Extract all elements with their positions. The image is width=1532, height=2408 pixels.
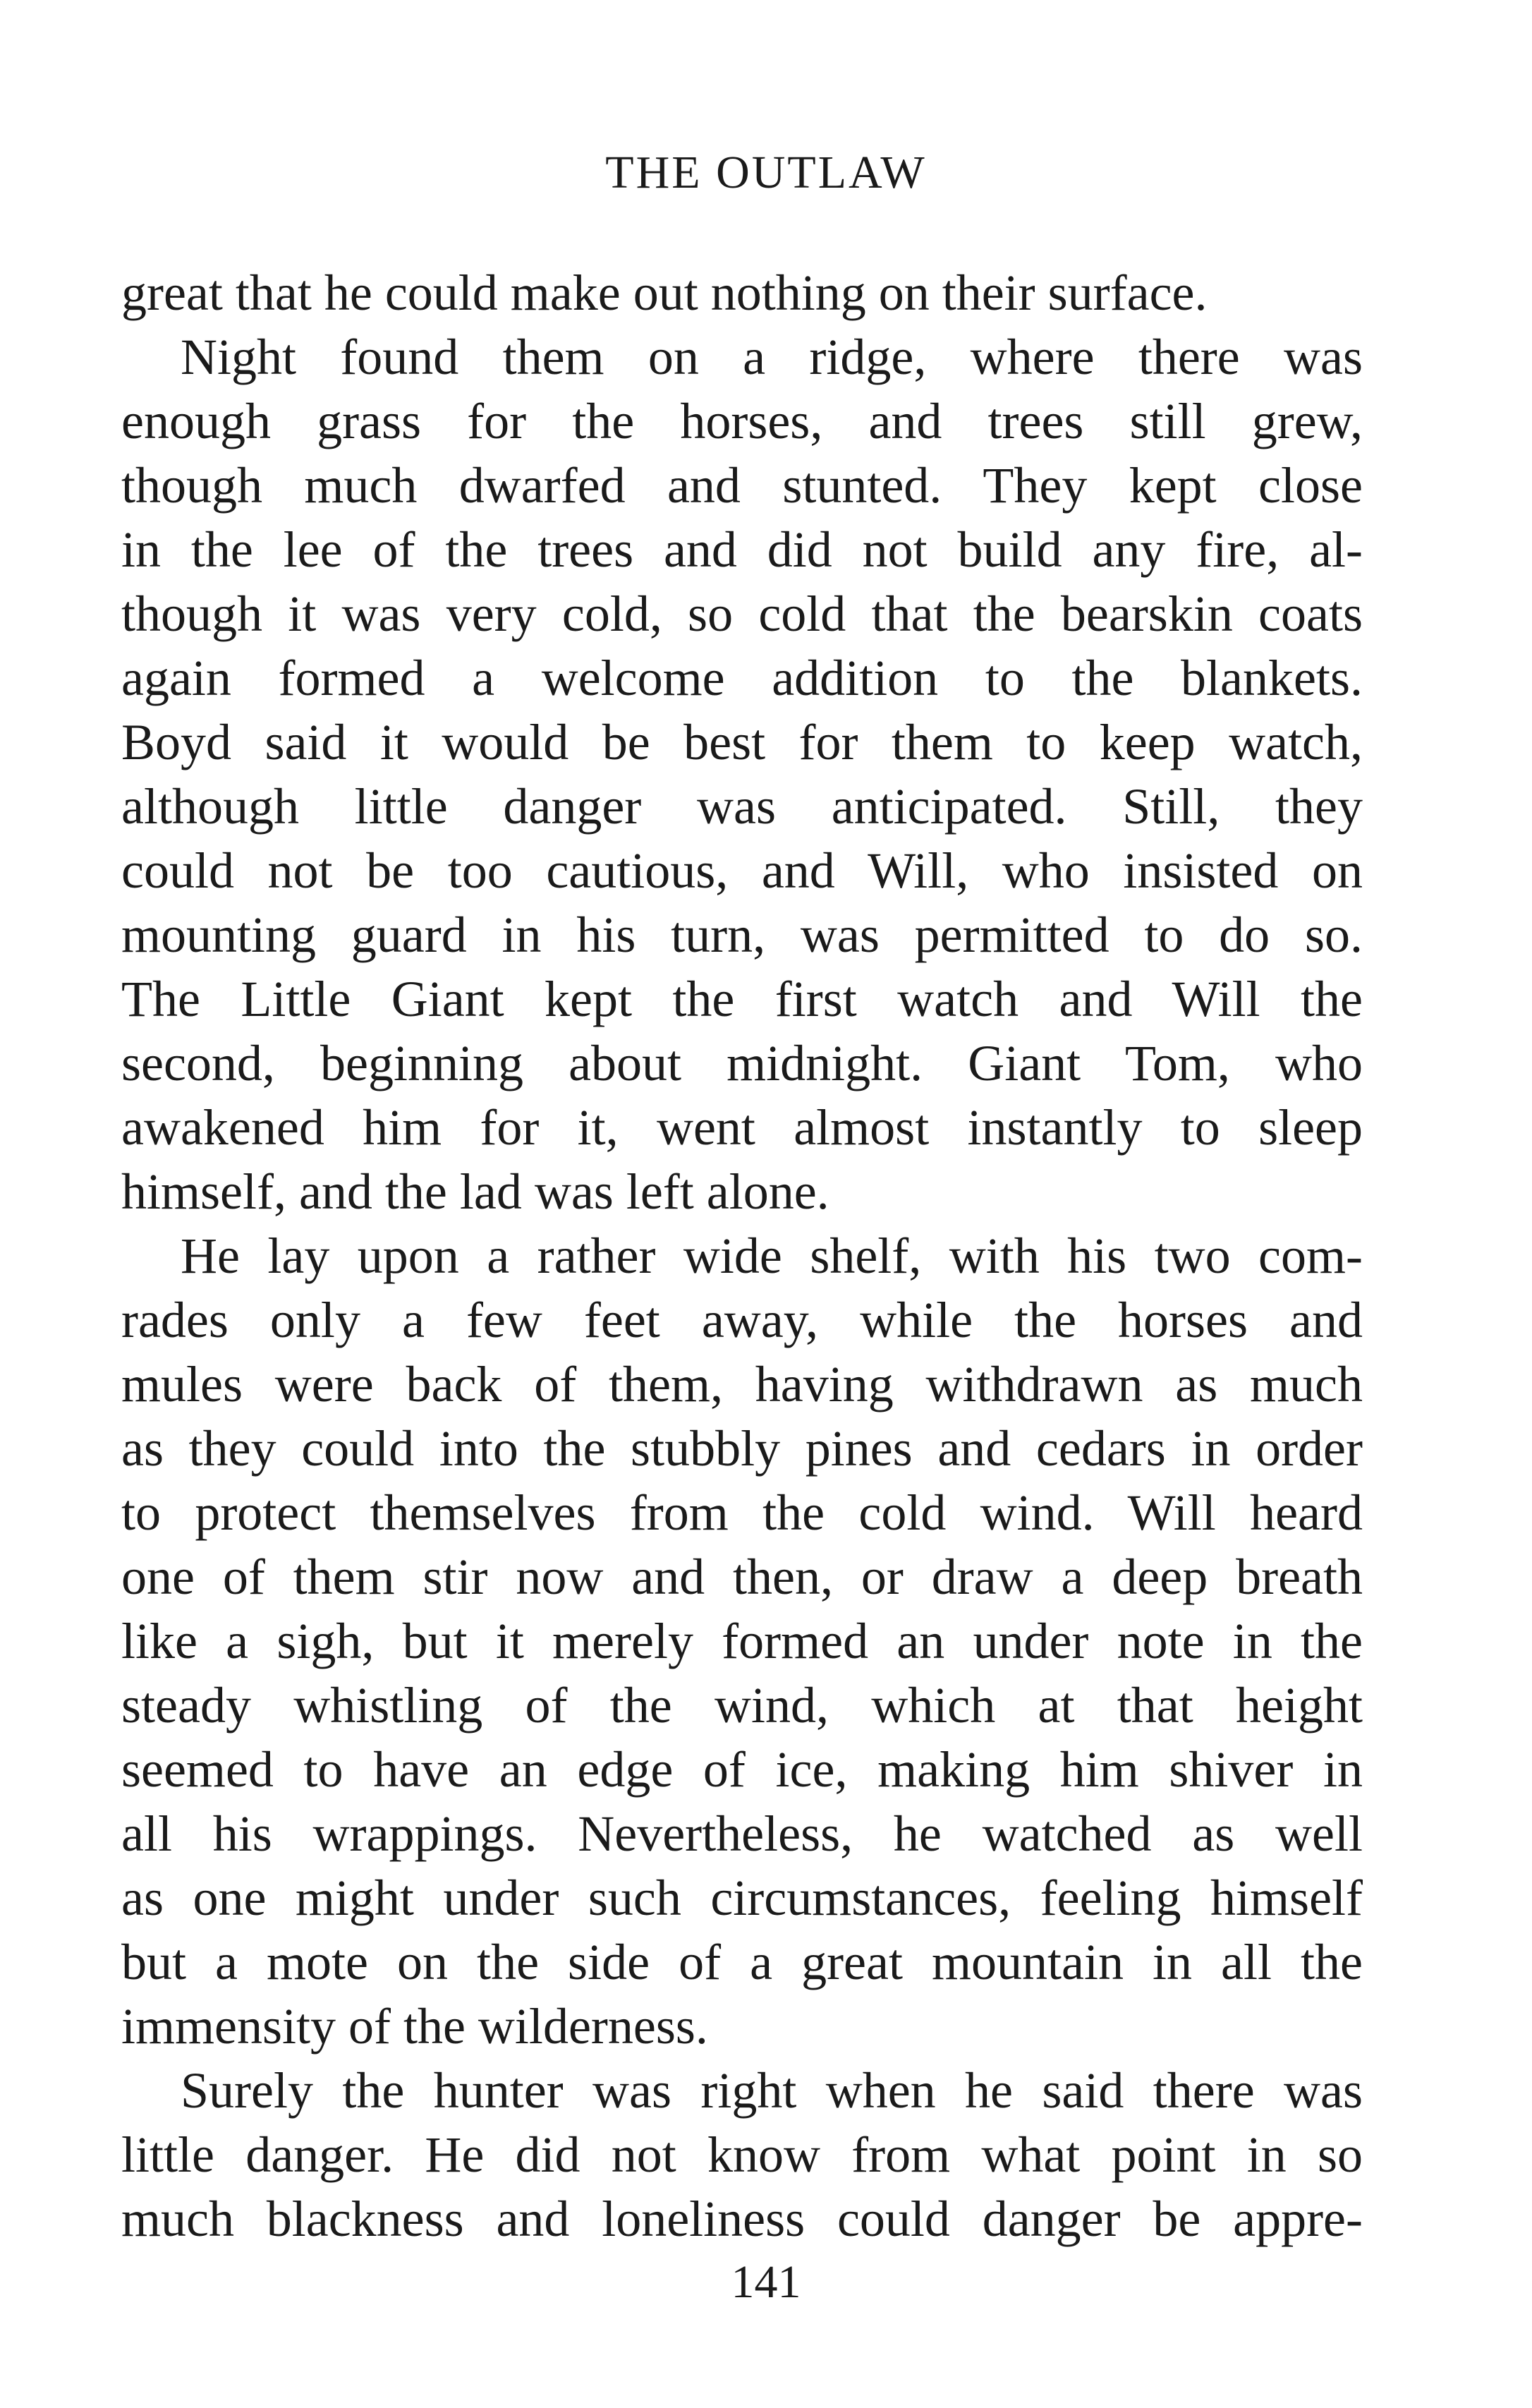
text-line: mules were back of them, having withdrawn as much (121, 1356, 1363, 1412)
text-line: although little danger was anticipated. Still, they (121, 778, 1363, 835)
running-head: THE OUTLAW (605, 147, 927, 198)
text-line: The Little Giant kept the first watch and Will the (121, 971, 1363, 1027)
text-line: though it was very cold, so cold that the bearskin coats (121, 586, 1363, 642)
text-line: little danger. He did not know from what point in so (121, 2126, 1363, 2183)
page-number: 141 (731, 2256, 801, 2308)
text-line: again formed a welcome addition to the blankets. (121, 650, 1363, 706)
text-line: Night found them on a ridge, where there was (181, 329, 1363, 385)
text-line: second, beginning about midnight. Giant Tom, who (121, 1035, 1363, 1091)
text-line: as they could into the stubbly pines and cedars in order (121, 1420, 1363, 1477)
text-line: rades only a few feet away, while the horses and (121, 1292, 1363, 1348)
text-line: seemed to have an edge of ice, making him shiver in (121, 1741, 1363, 1798)
text-line: He lay upon a rather wide shelf, with his two com- (181, 1228, 1363, 1284)
text-line: mounting guard in his turn, was permitted to do so. (121, 907, 1363, 963)
text-line: but a mote on the side of a great mountain in all the (121, 1934, 1363, 1990)
text-line: enough grass for the horses, and trees still grew, (121, 393, 1363, 449)
text-line: awakened him for it, went almost instantly to sleep (121, 1099, 1363, 1156)
text-line: himself, and the lad was left alone. (121, 1163, 829, 1220)
text-line: Surely the hunter was right when he said there was (181, 2062, 1363, 2119)
text-line: great that he could make out nothing on their surface. (121, 265, 1208, 321)
body-text (121, 261, 1363, 2251)
text-line: to protect themselves from the cold wind. Will heard (121, 1484, 1363, 1541)
text-line: all his wrappings. Nevertheless, he watched as well (121, 1805, 1363, 1862)
text-line: like a sigh, but it merely formed an under note in the (121, 1613, 1363, 1669)
text-line: though much dwarfed and stunted. They kept close (121, 457, 1363, 514)
text-line: as one might under such circumstances, feeling himself (121, 1870, 1363, 1926)
text-line: Boyd said it would be best for them to keep watch, (121, 714, 1363, 770)
text-line: in the lee of the trees and did not build any fire, al- (121, 521, 1363, 578)
text-line: one of them stir now and then, or draw a deep breath (121, 1549, 1363, 1605)
text-line: steady whistling of the wind, which at that height (121, 1677, 1363, 1734)
text-line: could not be too cautious, and Will, who insisted on (121, 842, 1363, 899)
text-line: immensity of the wilderness. (121, 1998, 708, 2055)
text-line: much blackness and loneliness could danger be appre- (121, 2191, 1363, 2247)
